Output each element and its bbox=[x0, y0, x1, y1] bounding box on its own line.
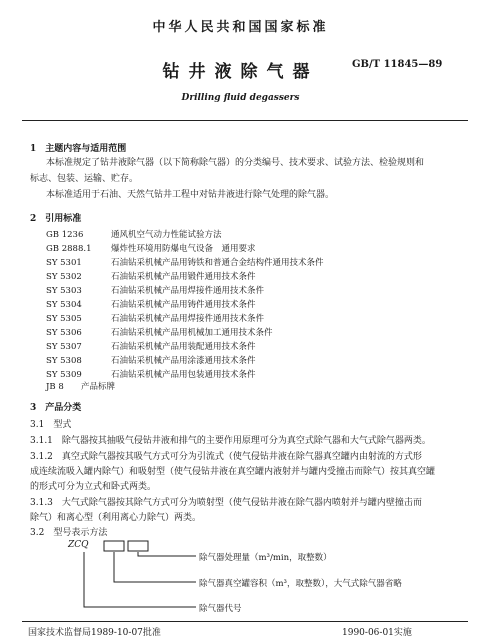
section-3-1-heading: 3.1 型式 bbox=[30, 420, 72, 430]
section-1-heading: 1 主题内容与适用范围 bbox=[30, 144, 127, 154]
reference-code: SY 5303 bbox=[46, 286, 82, 296]
reference-title: 通风机空气动力性能试验方法 bbox=[111, 230, 222, 240]
clause-3-1-3: 3.1.3 大气式除气器按其除气方式可分为喷射型（使气侵钻井液在除气器内喷射并与罐内壁撞击而 bbox=[30, 498, 422, 508]
reference-title: 石油钻采机械产品用焊接件通用技术条件 bbox=[111, 286, 265, 296]
reference-code: SY 5305 bbox=[46, 314, 82, 324]
footer-divider bbox=[22, 621, 468, 622]
clause-3-1-2: 3.1.2 真空式除气器按其吸气方式可分为引流式（使气侵钻井液在除气器真空罐内由射流的方式形 bbox=[30, 452, 422, 462]
section-1-paragraph-2: 本标准适用于石油、天然气钻井工程中对钻井液进行除气处理的除气器。 bbox=[46, 190, 335, 200]
standard-code: GB/T 11845—89 bbox=[352, 59, 443, 70]
clause-3-1-2-cont: 成连续流吸入罐内除气）和吸射型（使气侵钻井液在真空罐内液射并与罐内受撞击而除气）按其真空罐 bbox=[30, 467, 436, 477]
section-3-heading: 3 产品分类 bbox=[30, 403, 82, 413]
reference-title: 石油钻采机械产品用焊接件通用技术条件 bbox=[111, 314, 265, 324]
footer-approval: 国家技术监督局1989-10-07批准 bbox=[28, 628, 161, 638]
reference-title: 石油钻采机械产品用涂漆通用技术条件 bbox=[111, 356, 256, 366]
reference-title: 石油钻采机械产品用装配通用技术条件 bbox=[111, 342, 256, 352]
label-tank-volume: 除气器真空罐容积（m³，取整数），大气式除气器省略 bbox=[199, 579, 402, 589]
reference-title: 石油钻采机械产品用铸铁和普通合金结构件通用技术条件 bbox=[111, 258, 324, 268]
label-code: 除气器代号 bbox=[199, 604, 242, 614]
clause-3-1-1: 3.1.1 除气器按其抽吸气侵钻井液和排气的主要作用原理可分为真空式除气器和大气式除气器两类。 bbox=[30, 436, 431, 446]
reference-code: SY 5307 bbox=[46, 342, 82, 352]
reference-title: 石油钻采机械产品用锻件通用技术条件 bbox=[111, 272, 256, 282]
reference-title: 石油钻采机械产品用铸件通用技术条件 bbox=[111, 300, 256, 310]
reference-code: GB 1236 bbox=[46, 230, 84, 240]
clause-3-1-3-cont: 除气）和离心型（利用离心力除气）两类。 bbox=[30, 513, 202, 523]
reference-title: 石油钻采机械产品用机械加工通用技术条件 bbox=[111, 328, 273, 338]
model-box-tank-volume bbox=[104, 541, 124, 551]
standard-country-title: 中华人民共和国国家标准 bbox=[152, 20, 329, 35]
reference-title: 爆炸性环境用防爆电气设备 通用要求 bbox=[111, 244, 256, 254]
section-1-paragraph-1: 本标准规定了钻井液除气器（以下简称除气器）的分类编号、技术要求、试验方法、检验规则和 bbox=[46, 158, 425, 168]
reference-title: 产品标牌 bbox=[81, 382, 116, 392]
reference-code: JB 8 bbox=[46, 382, 64, 392]
reference-code: SY 5302 bbox=[46, 272, 82, 282]
model-box-capacity bbox=[128, 541, 148, 551]
label-capacity: 除气器处理量（m³/min，取整数） bbox=[199, 553, 332, 563]
reference-code: SY 5306 bbox=[46, 328, 82, 338]
footer-implementation: 1990-06-01实施 bbox=[342, 628, 412, 638]
document-title-cn: 钻井液除气器 bbox=[162, 62, 319, 82]
reference-code: SY 5308 bbox=[46, 356, 82, 366]
section-3-2-heading: 3.2 型号表示方法 bbox=[30, 528, 108, 538]
section-1-paragraph-1-cont: 标志、包装、运输、贮存。 bbox=[30, 174, 139, 184]
leader-line-capacity bbox=[138, 552, 196, 556]
reference-code: SY 5301 bbox=[46, 258, 82, 268]
reference-title: 石油钻采机械产品用包装通用技术条件 bbox=[111, 370, 256, 380]
reference-code: GB 2888.1 bbox=[46, 244, 92, 254]
document-title-en: Drilling fluid degassers bbox=[181, 93, 300, 103]
clause-3-1-2-cont2: 的形式可分为立式和卧式两类。 bbox=[30, 482, 157, 492]
model-prefix: ZCQ bbox=[68, 540, 89, 550]
section-2-heading: 2 引用标准 bbox=[30, 214, 82, 224]
reference-code: SY 5304 bbox=[46, 300, 82, 310]
leader-line-code bbox=[84, 552, 196, 607]
reference-code: SY 5309 bbox=[46, 370, 82, 380]
